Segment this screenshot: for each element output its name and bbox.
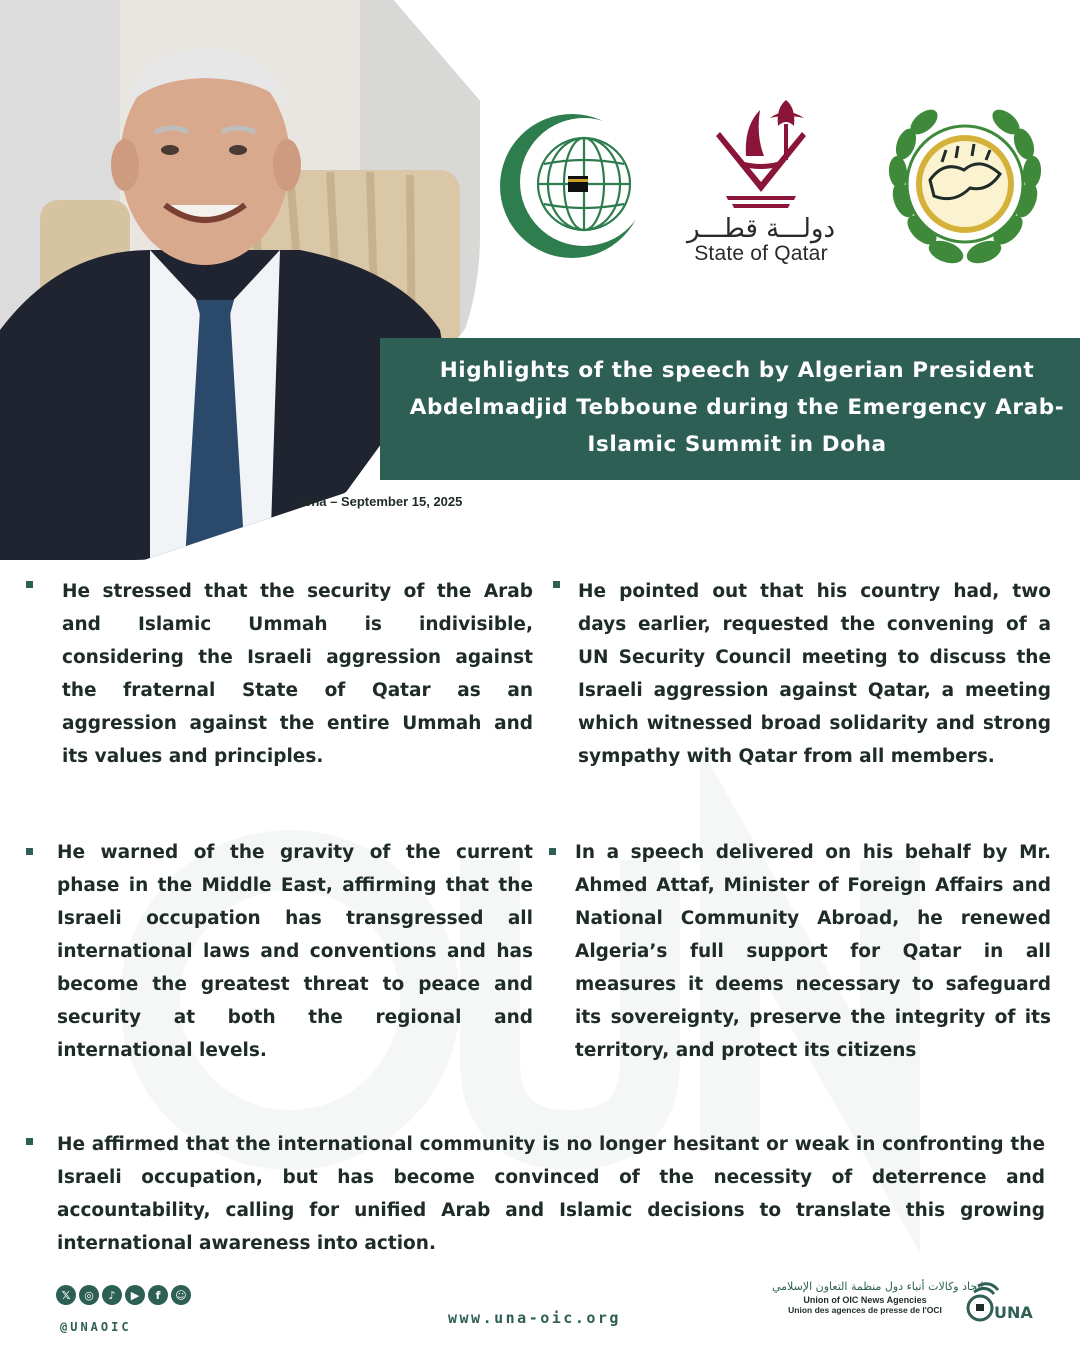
qatar-arabic-name: دولـــة قطـــر — [686, 214, 836, 244]
bullet-point — [62, 575, 533, 773]
bullet-text: He warned of the gravity of the current phase in the Middle East, affirming that the Israeli occupation has transgressed all international laws and conventions and has become the greatest threat to peace and security at both the regional and international levels. — [57, 842, 533, 1061]
social-handle[interactable]: @UNAOIC — [60, 1320, 132, 1334]
agency-name-french: Union des agences de presse de l'OCI — [788, 1305, 942, 1315]
x-icon[interactable]: 𝕏 — [56, 1285, 76, 1305]
agency-name-arabic: اتحاد وكالات أنباء دول منظمة التعاون الإسلامي — [772, 1280, 984, 1293]
bullet-text: He pointed out that his country had, two days earlier, requested the convening of a UN Security Council meeting to discuss the Israeli aggression against Qatar, a meeting which witnessed broad solidarity and strong sympathy with Qatar from all members. — [578, 581, 1051, 767]
bullet-square-icon — [26, 581, 33, 588]
bullet-square-icon — [553, 581, 560, 588]
website-link[interactable]: www.una-oic.org — [448, 1309, 621, 1327]
bullet-point — [57, 1128, 1045, 1260]
bullet-text: He stressed that the security of the Arab and Islamic Ummah is indivisible, considering the Israeli aggression against the fraternal State of Qatar as an aggression against the entire Ummah and its values and principles. — [62, 581, 533, 767]
social-links — [56, 1285, 191, 1305]
oic-logo — [498, 112, 646, 260]
bullet-point — [57, 836, 533, 1067]
agency-name-block — [772, 1280, 984, 1315]
arab-league-emblem — [884, 100, 1046, 272]
dateline: Doha – September 15, 2025 — [294, 494, 463, 509]
bullet-square-icon — [549, 848, 556, 855]
agency-name-english: Union of OIC News Agencies — [803, 1295, 927, 1305]
tiktok-icon[interactable]: ♪ — [102, 1285, 122, 1305]
youtube-icon[interactable]: ▶ — [125, 1285, 145, 1305]
page-title: Highlights of the speech by Algerian President Abdelmadjid Tebboune during the Emergency Arab-Islamic Summit in Doha — [409, 358, 1065, 457]
una-logo-text: UNA — [994, 1303, 1033, 1322]
snapchat-icon[interactable]: ☺ — [171, 1285, 191, 1305]
bullet-text: In a speech delivered on his behalf by Mr. Ahmed Attaf, Minister of Foreign Affairs and National Community Abroad, he renewed Algeria’s full support for Qatar in all measures it deems necessary to safeguard its sovereignty, preserve the integrity of its territory, and protect its citizens — [575, 842, 1051, 1061]
bullet-point — [575, 836, 1051, 1067]
facebook-icon[interactable]: f — [148, 1285, 168, 1305]
bullet-text: He affirmed that the international community is no longer hesitant or weak in confronting the Israeli occupation, but has become convinced of the necessity of deterrence and accountability, calling for unified Arab and Islamic decisions to translate this growing international awareness into action. — [57, 1134, 1045, 1254]
instagram-icon[interactable]: ◎ — [79, 1285, 99, 1305]
una-logo — [964, 1280, 1040, 1324]
qatar-emblem — [686, 96, 836, 272]
bullet-square-icon — [26, 848, 33, 855]
qatar-english-name: State of Qatar — [694, 242, 828, 265]
bullet-square-icon — [26, 1138, 33, 1145]
qatar-emblem-icon — [686, 96, 836, 212]
bullet-point — [578, 575, 1051, 773]
